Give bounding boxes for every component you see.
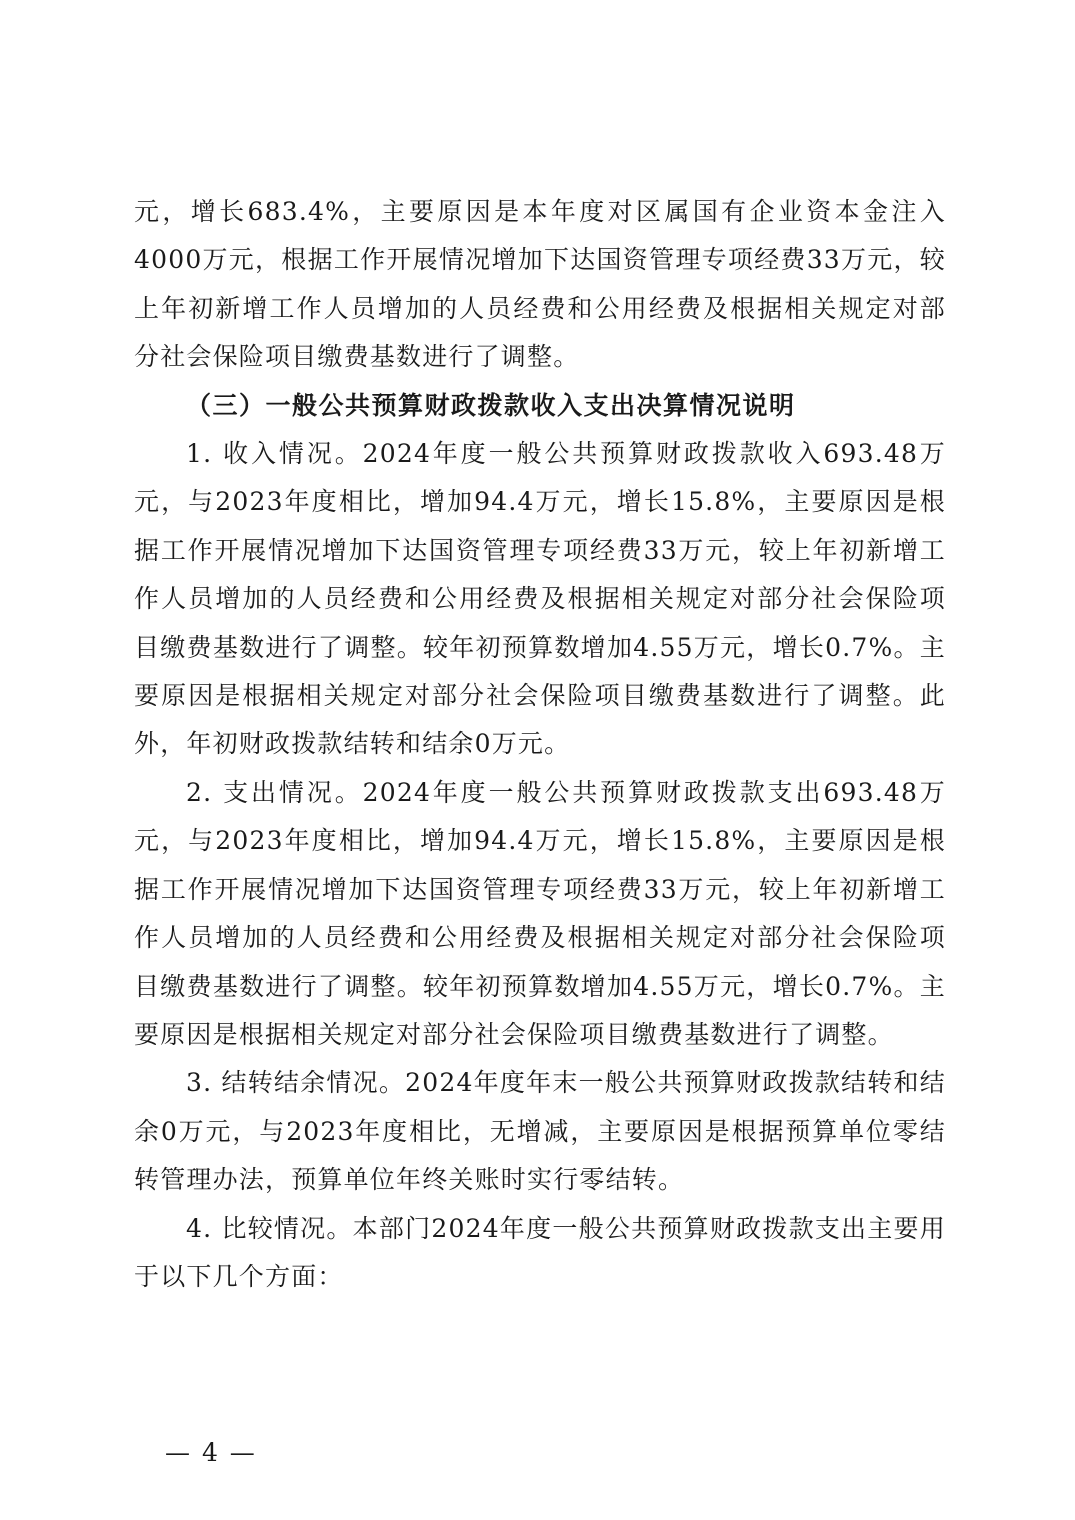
paragraph-continuation: 元，增长683.4%，主要原因是本年度对区属国有企业资本金注入4000万元，根据工作开展情况增加下达国资管理专项经费33万元，较上年初新增工作人员增加的人员经费和公用经费及根据相关规定对部分社会保险项目缴费基数进行了调整。 [134,197,946,372]
paragraph-comparison: 4. 比较情况。本部门2024年度一般公共预算财政拨款支出主要用于以下几个方面： [134,1213,946,1291]
document-body [134,188,946,1301]
section-heading: （三）一般公共预算财政拨款收入支出决算情况说明 [186,390,796,420]
page-number: — 4 — [165,1438,257,1467]
paragraph-income: 1. 收入情况。2024年度一般公共预算财政拨款收入693.48万元，与2023年度相比，增加94.4万元，增长15.8%，主要原因是根据工作开展情况增加下达国资管理专项经费33万元，较上年初新增工作人员增加的人员经费和公用经费及根据相关规定对部分社会保险项目缴费基数进行了调整。较年初预算数增加4.55万元，增长0.7%。主要原因是根据相关规定对部分社会保险项目缴费基数进行了调整。此外，年初财政拨款结转和结余0万元。 [134,439,946,759]
paragraph-carryover: 3. 结转结余情况。2024年度年末一般公共预算财政拨款结转和结余0万元，与2023年度相比，无增减，主要原因是根据预算单位零结转管理办法，预算单位年终关账时实行零结转。 [134,1068,946,1195]
paragraph-expenditure: 2. 支出情况。2024年度一般公共预算财政拨款支出693.48万元，与2023年度相比，增加94.4万元，增长15.8%，主要原因是根据工作开展情况增加下达国资管理专项经费33万元，较上年初新增工作人员增加的人员经费和公用经费及根据相关规定对部分社会保险项目缴费基数进行了调整。较年初预算数增加4.55万元，增长0.7%。主要原因是根据相关规定对部分社会保险项目缴费基数进行了调整。 [134,777,946,1049]
